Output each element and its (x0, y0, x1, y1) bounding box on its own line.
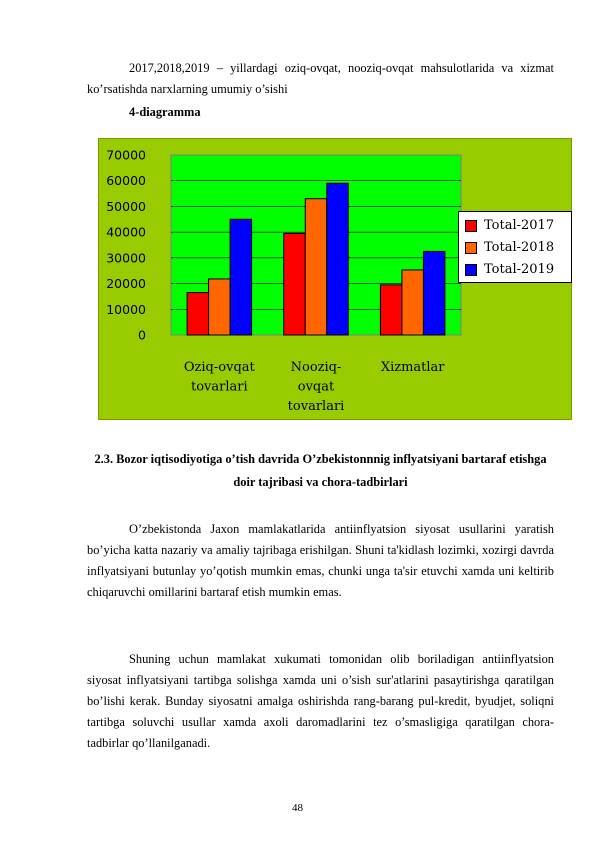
x-category-label: ovqat (297, 379, 335, 395)
body-paragraph-1: O’zbekistonda Jaxon mamlakatlarida antiinflyatsion siyosat usullarini yaratish bo’yicha katta nazariy va amaliy tajribaga erishilgan. Shuni ta'kidlash lozimki, xozirgi davrda inflyatsiyani butunlay yo’qotish mumkin emas, chunki unga ta'sir etuvchi xamda uni keltirib chiqaruvchi omillarini bartaraf etish mumkin emas. (87, 522, 554, 599)
legend-item-2018 (465, 239, 554, 257)
legend-label-2019: Total-2019 (484, 262, 555, 277)
bar-total-2017-3 (380, 285, 402, 335)
bar-total-2019-3 (423, 251, 445, 335)
section-title: 2.3. Bozor iqtisodiyotiga o’tish davrida O’zbekistonnnig inflyatsiyani bartaraf etishga doir tajribasi va chora-tadbirlari (94, 452, 547, 489)
bar-total-2018-1 (209, 279, 231, 335)
legend-swatch-2018 (465, 242, 477, 254)
y-tick-label: 0 (138, 327, 146, 343)
y-tick-label: 60000 (106, 173, 146, 189)
y-tick-label: 50000 (106, 198, 146, 214)
legend-label-2018: Total-2018 (484, 240, 555, 255)
y-tick-label: 70000 (106, 147, 146, 163)
bar-total-2018-3 (402, 270, 424, 335)
bar-total-2019-1 (230, 219, 252, 335)
chart-legend (458, 211, 572, 283)
legend-item-2017 (465, 217, 554, 235)
legend-swatch-2017 (465, 220, 477, 232)
bar-total-2018-2 (305, 199, 327, 335)
y-tick-label: 30000 (106, 250, 146, 266)
y-tick-label: 20000 (106, 276, 146, 292)
legend-item-2019 (465, 261, 554, 279)
page-number: 48 (292, 802, 303, 814)
y-tick-label: 40000 (106, 224, 146, 240)
diagram-label: 4-diagramma (129, 105, 201, 119)
x-category-label: Nooziq- (290, 360, 342, 375)
legend-swatch-2019 (465, 264, 477, 276)
legend-label-2017: Total-2017 (484, 218, 555, 233)
x-category-label: tovarlari (191, 379, 248, 395)
intro-paragraph: 2017,2018,2019 – yillardagi oziq-ovqat, nooziq-ovqat mahsulotlarida va xizmat ko’rsatishda narxlarning umumiy o’sishi (87, 61, 554, 96)
x-category-label: tovarlari (287, 399, 345, 414)
y-tick-label: 10000 (106, 301, 146, 317)
body-paragraph-2: Shuning uchun mamlakat xukumati tomonidan olib boriladigan antiinflyatsion siyosat inflyatsiyani tartibga solishga xamda uni o’sish sur'atlarini pasaytirishga qaratilgan bo’lishi kerak. Bunday siyosatni amalga oshirishda rang-barang pul-kredit, byudjet, soliqni tartibga soluvchi usullar xamda axoli daromadlarini tez o’smasligiga qaratilgan chora-tadbirlar qo’llanilganadi. (87, 652, 554, 750)
x-category-label: Xizmatlar (380, 360, 445, 375)
bar-total-2017-2 (284, 233, 306, 335)
bar-total-2017-1 (187, 293, 209, 335)
x-category-label: Oziq-ovqat (183, 360, 255, 375)
bar-total-2019-2 (327, 183, 349, 335)
